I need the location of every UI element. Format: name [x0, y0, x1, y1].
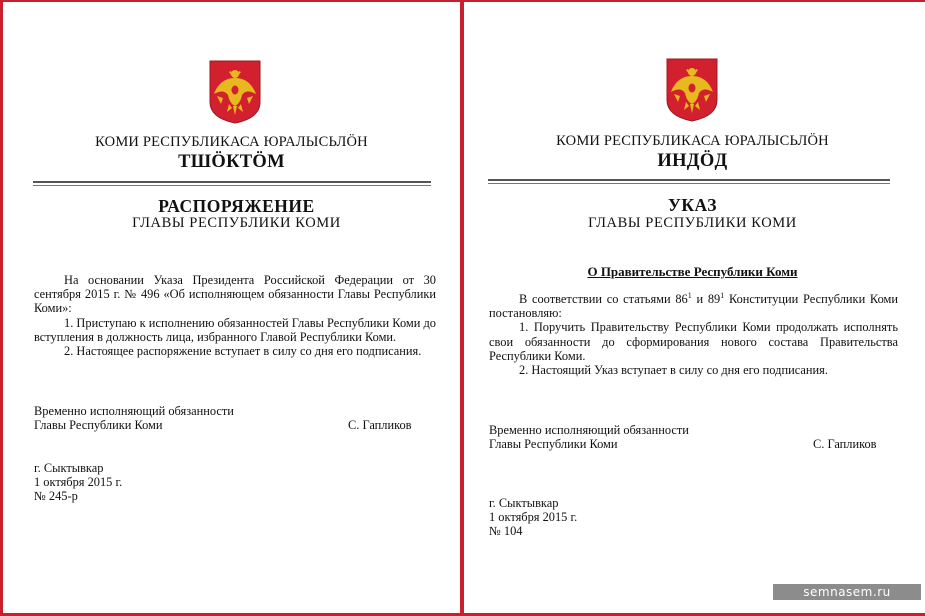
document-title: УКАЗ: [668, 195, 717, 215]
document-title: РАСПОРЯЖЕНИЕ: [158, 196, 315, 216]
site-watermark: semnasem.ru: [773, 584, 921, 600]
document-subtitle: ГЛАВЫ РЕСПУБЛИКИ КОМИ: [132, 215, 341, 231]
body-paragraph: 1. Поручить Правительству Республики Коми продолжать исполнять свои обязанности до сформирования нового состава Правительства Республики Коми.: [489, 320, 898, 363]
komi-coat-of-arms-icon: [209, 60, 261, 124]
document-body: [489, 292, 898, 377]
document-date: 1 октября 2015 г.: [34, 475, 123, 489]
document-body: [34, 273, 436, 358]
document-date: 1 октября 2015 г.: [489, 510, 578, 524]
document-number: № 245-р: [34, 489, 78, 503]
komi-document-type: ИНДӦД: [657, 151, 728, 171]
komi-authority-name: КОМИ РЕСПУБЛИКАСА ЮРАЛЫСЬЛӦН: [95, 134, 368, 150]
header-rule-thin: [33, 185, 431, 186]
header-rule: [33, 181, 431, 183]
header-rule-thin: [488, 183, 890, 184]
right-document: [464, 0, 925, 613]
document-city: г. Сыктывкар: [489, 496, 559, 510]
signature-position-line2: Главы Республики Коми: [34, 418, 163, 432]
left-document: [3, 0, 460, 613]
komi-authority-name: КОМИ РЕСПУБЛИКАСА ЮРАЛЫСЬЛӦН: [556, 133, 829, 149]
document-city: г. Сыктывкар: [34, 461, 104, 475]
komi-document-type: ТШӦКТӦМ: [178, 152, 285, 172]
header-rule: [488, 179, 890, 181]
body-paragraph: На основании Указа Президента Российской Федерации от 30 сентября 2015 г. № 496 «Об исполняющем обязанности Главы Республики Коми»:: [34, 273, 436, 316]
decree-heading: О Правительстве Республики Коми: [587, 264, 798, 279]
body-paragraph: 2. Настоящий Указ вступает в силу со дня его подписания.: [519, 363, 828, 378]
signature-position-line1: Временно исполняющий обязанности: [489, 423, 689, 437]
signature-position-line1: Временно исполняющий обязанности: [34, 404, 234, 418]
body-paragraph: 2. Настоящее распоряжение вступает в силу со дня его подписания.: [64, 344, 422, 359]
signature-name: С. Гапликов: [813, 437, 877, 451]
body-paragraph: 1. Приступаю к исполнению обязанностей Главы Республики Коми до вступления в должность лица, избранного Главой Республики Коми.: [34, 315, 436, 344]
document-number: № 104: [489, 524, 523, 538]
signature-position-line2: Главы Республики Коми: [489, 437, 618, 451]
signature-name: С. Гапликов: [348, 418, 412, 432]
document-subtitle: ГЛАВЫ РЕСПУБЛИКИ КОМИ: [588, 215, 797, 231]
komi-coat-of-arms-icon: [666, 58, 718, 122]
body-paragraph-intro: В соответствии со статьями $86^1$ и $89^1$ Конституции Республики Коми постановляю:: [489, 290, 899, 321]
